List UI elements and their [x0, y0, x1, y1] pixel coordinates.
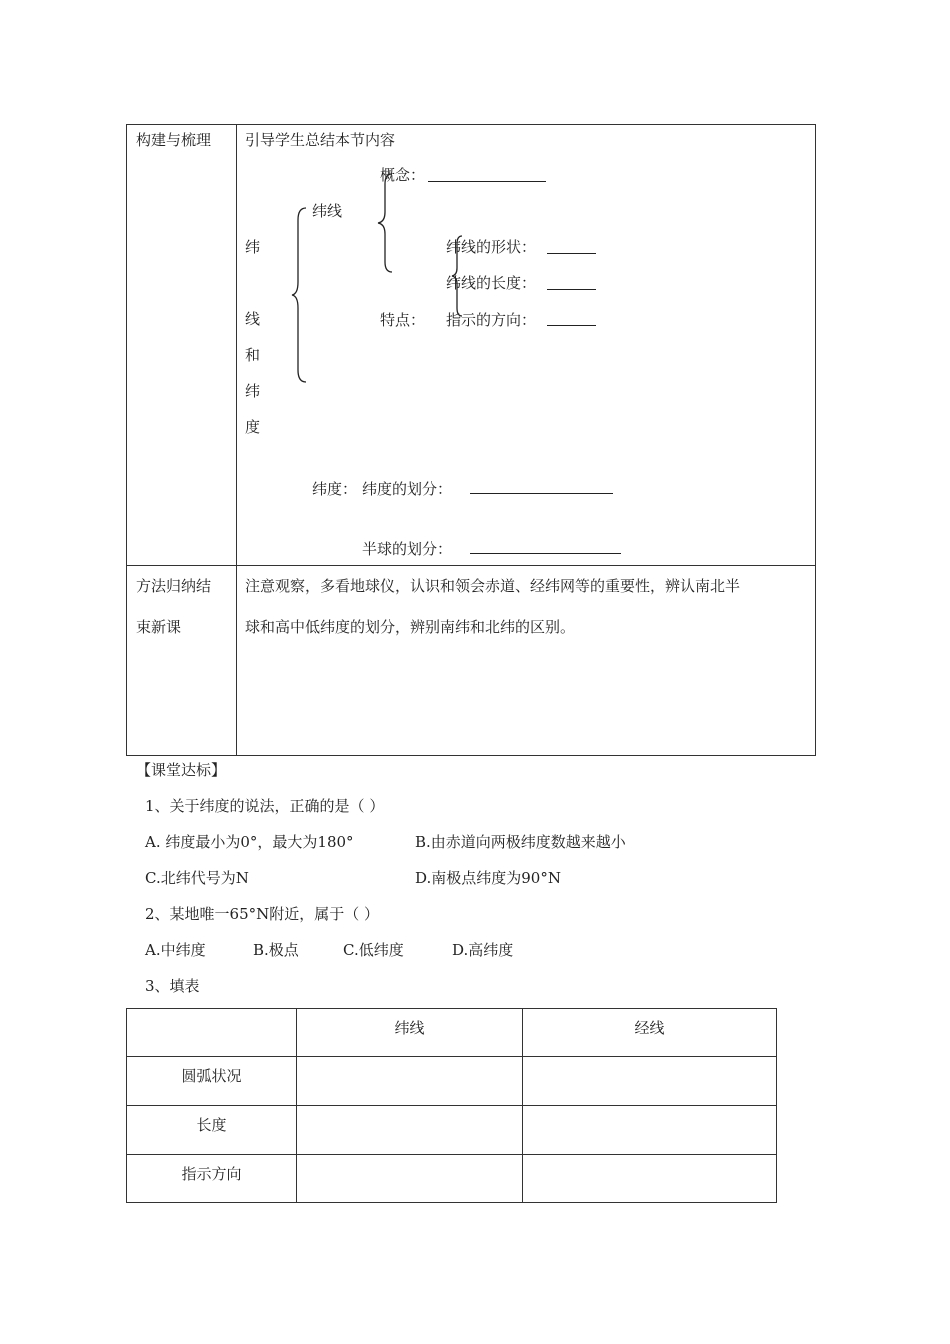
fill-table-cell[interactable]	[297, 1106, 523, 1155]
feature-direction-label: 指示的方向：	[446, 311, 537, 329]
table-border-right	[815, 124, 816, 756]
question-2-option-b: B.极点	[253, 941, 299, 959]
table-row	[127, 1106, 777, 1155]
table-column-divider	[236, 124, 237, 756]
question-2-option-c: C.低纬度	[343, 941, 404, 959]
question-1-option-a: A. 纬度最小为0°，最大为180°	[145, 833, 354, 851]
root-char-4: 纬	[245, 382, 261, 400]
fill-table-row-label: 长度	[127, 1106, 297, 1155]
fill-table-cell[interactable]	[297, 1057, 523, 1106]
hemisphere-division-label: 半球的划分：	[362, 540, 453, 558]
method-text-2: 球和高中低纬度的划分，辨别南纬和北纬的区别。	[245, 618, 576, 636]
root-char-1: 纬	[245, 238, 261, 256]
feature-length-blank	[547, 289, 596, 290]
fill-table-header-weixian: 纬线	[297, 1009, 523, 1057]
feature-length-label: 纬线的长度：	[446, 274, 537, 292]
question-2: 2、某地唯一65°N附近，属于（ ）	[145, 905, 380, 923]
weidu-division-label: 纬度的划分：	[362, 480, 453, 498]
fill-table	[126, 1008, 777, 1203]
question-3: 3、填表	[145, 977, 200, 995]
fill-table-header-blank	[127, 1009, 297, 1057]
feature-shape-label: 纬线的形状：	[446, 238, 537, 256]
table-border-bottom	[126, 755, 816, 756]
fill-table-header-row	[127, 1009, 777, 1057]
fill-table-row-label: 圆弧状况	[127, 1057, 297, 1106]
row-label-construct: 构建与梳理	[136, 131, 212, 149]
table-row	[127, 1155, 777, 1203]
question-1-option-d: D.南极点纬度为90°N	[415, 869, 561, 887]
row-label-method-2: 束新课	[136, 618, 182, 636]
fill-table-row-label: 指示方向	[127, 1155, 297, 1203]
table-row-divider	[126, 565, 816, 566]
hemisphere-division-blank	[470, 553, 621, 554]
root-char-5: 度	[245, 418, 261, 436]
table-border-left	[126, 124, 127, 756]
row-label-method-1: 方法归纳结	[136, 577, 212, 595]
row-intro-text: 引导学生总结本节内容	[245, 131, 396, 149]
fill-table-cell[interactable]	[523, 1057, 777, 1106]
concept-blank	[428, 181, 546, 182]
fill-table-header-jingxian: 经线	[523, 1009, 777, 1057]
question-2-option-d: D.高纬度	[452, 941, 514, 959]
feature-direction-blank	[547, 325, 596, 326]
question-1-option-c: C.北纬代号为N	[145, 869, 249, 887]
question-1: 1、关于纬度的说法，正确的是（ ）	[145, 797, 385, 815]
concept-label: 概念：	[380, 166, 426, 184]
exercise-heading: 【课堂达标】	[136, 761, 227, 779]
table-row	[127, 1057, 777, 1106]
brace-large	[290, 206, 310, 384]
weidu-division-blank	[470, 493, 613, 494]
root-char-3: 和	[245, 346, 261, 364]
root-char-2: 线	[245, 310, 261, 328]
weixian-label: 纬线	[312, 202, 343, 220]
table-border-top	[126, 124, 816, 125]
weidu-label: 纬度：	[312, 480, 358, 498]
fill-table-cell[interactable]	[523, 1155, 777, 1203]
feature-shape-blank	[547, 253, 596, 254]
fill-table-cell[interactable]	[523, 1106, 777, 1155]
question-2-option-a: A.中纬度	[145, 941, 206, 959]
question-1-option-b: B.由赤道向两极纬度数越来越小	[415, 833, 626, 851]
fill-table-cell[interactable]	[297, 1155, 523, 1203]
brace-medium	[376, 172, 396, 274]
features-label: 特点：	[380, 311, 426, 329]
method-text-1: 注意观察，多看地球仪，认识和领会赤道、经纬网等的重要性，辨认南北半	[245, 577, 741, 595]
